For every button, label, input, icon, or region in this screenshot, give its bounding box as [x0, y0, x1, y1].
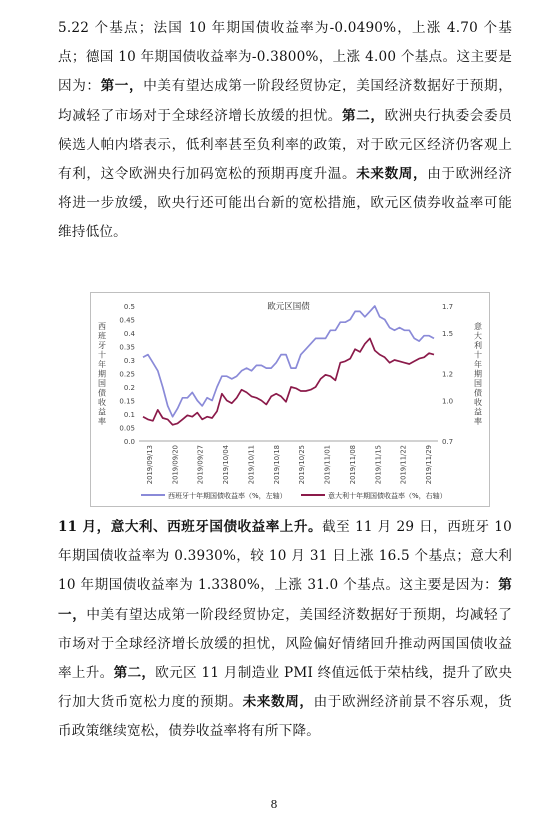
legend-label-spain: 西班牙十年期国债收益率（%，左轴） — [168, 492, 287, 500]
text-segment: 中美有望达成第一阶段经贸协定，美国经济数据好于预期，均减轻了市场对于全球经济增长放缓的担忧。 — [58, 78, 512, 124]
text-segment: 由于欧洲经济前景不容乐观，货币政策继续宽松，债券收益率将有所下降。 — [58, 694, 512, 740]
y-right-tick-label: 0.7 — [442, 438, 454, 446]
chart-canvas — [91, 293, 489, 506]
y-left-tick-label: 0.5 — [123, 303, 135, 311]
x-tick-label: 2019/10/25 — [298, 445, 307, 485]
x-tick-label: 2019/11/29 — [425, 445, 433, 485]
chart-title: 欧元区国债 — [267, 302, 310, 312]
y-left-tick-label: 0.45 — [119, 316, 135, 325]
text-segment: 截至 11 月 29 日，西班牙 10 年期国债收益率为 0.3930%，较 10 月 31 日上涨 16.5 个基点；意大利 10 年期国债收益率为 1.3380%，上涨 31.0 个基点。这主要是因为： — [58, 519, 512, 594]
y-left-tick-label: 0.15 — [119, 397, 135, 406]
bold-lead-second: 第二， — [342, 107, 385, 124]
page-number: 8 — [270, 798, 278, 811]
x-tick-label: 2019/11/08 — [348, 445, 357, 485]
y-right-tick-label: 1.5 — [442, 330, 454, 338]
bold-lead-second: 第二， — [113, 665, 156, 682]
series-line-italy — [143, 338, 434, 424]
y-left-tick-label: 0.0 — [123, 438, 135, 446]
paragraph-euro-bonds-intro — [58, 14, 512, 248]
y-left-tick-label: 0.2 — [123, 384, 135, 392]
x-tick-label: 2019/09/13 — [146, 445, 154, 485]
text-segment: 5.22 个基点；法国 10 年期国债收益率为-0.0490%，上涨 4.70 个基点；德国 10 年期国债收益率为-0.3800%，上涨 4.00 个基点。这主要是因为： — [58, 20, 512, 95]
text-segment: 中美有望达成第一阶段经贸协定，美国经济数据好于预期，均减轻了市场对于全球经济增长放缓的担忧，风险偏好情绪回升推动两国国债收益率上升。 — [58, 606, 512, 682]
y-left-tick-label: 0.25 — [119, 370, 135, 379]
bold-lead-outlook: 未来数周， — [242, 694, 314, 711]
text-segment: 欧元区 11 月制造业 PMI 终值远低于荣枯线，提升了欧央行加大货币宽松力度的预期。 — [58, 665, 512, 711]
text-segment: 由于欧洲经济将进一步放缓，欧央行还可能出台新的宽松措施，欧元区债券收益率可能维持低位。 — [58, 166, 512, 241]
y-left-tick-label: 0.1 — [123, 411, 135, 419]
legend-label-italy: 意大利十年期国债收益率（%，右轴） — [328, 492, 447, 500]
y-left-tick-label: 0.4 — [123, 330, 135, 338]
y-left-tick-label: 0.3 — [123, 357, 135, 365]
y-right-tick-label: 1.0 — [442, 397, 454, 406]
y-right-tick-label: 1.2 — [442, 370, 454, 379]
y-left-tick-label: 0.05 — [119, 424, 135, 433]
x-tick-label: 2019/10/11 — [247, 445, 256, 485]
x-tick-label: 2019/09/27 — [196, 445, 205, 485]
x-tick-label: 2019/11/01 — [323, 445, 332, 485]
x-tick-label: 2019/10/18 — [272, 445, 281, 485]
bold-lead-first: 第一， — [58, 577, 512, 623]
y-left-axis-label: 西班牙十年期国债收益率 — [98, 322, 106, 426]
x-tick-label: 2019/09/20 — [171, 445, 180, 485]
text-segment: 欧洲央行执委会委员候选人帕内塔表示，低利率甚至负利率的政策，对于欧元区经济仍客观上有利，这令欧洲央行加码宽松的预期再度升温。 — [58, 107, 512, 183]
bold-heading-november: 11 月，意大利、西班牙国债收益率上升。 — [58, 519, 323, 535]
x-tick-label: 2019/11/15 — [374, 445, 383, 485]
paragraph-italy-spain-bonds — [58, 513, 512, 747]
euro-bond-chart — [90, 292, 490, 507]
bold-lead-outlook: 未来数周， — [356, 166, 428, 183]
x-tick-label: 2019/11/22 — [399, 445, 408, 485]
x-tick-label: 2019/10/04 — [222, 445, 231, 485]
y-right-tick-label: 1.7 — [442, 303, 454, 311]
bold-lead-first: 第一， — [100, 78, 144, 95]
y-right-axis-label: 意大利十年期国债收益率 — [474, 322, 482, 426]
y-left-tick-label: 0.35 — [119, 343, 135, 352]
